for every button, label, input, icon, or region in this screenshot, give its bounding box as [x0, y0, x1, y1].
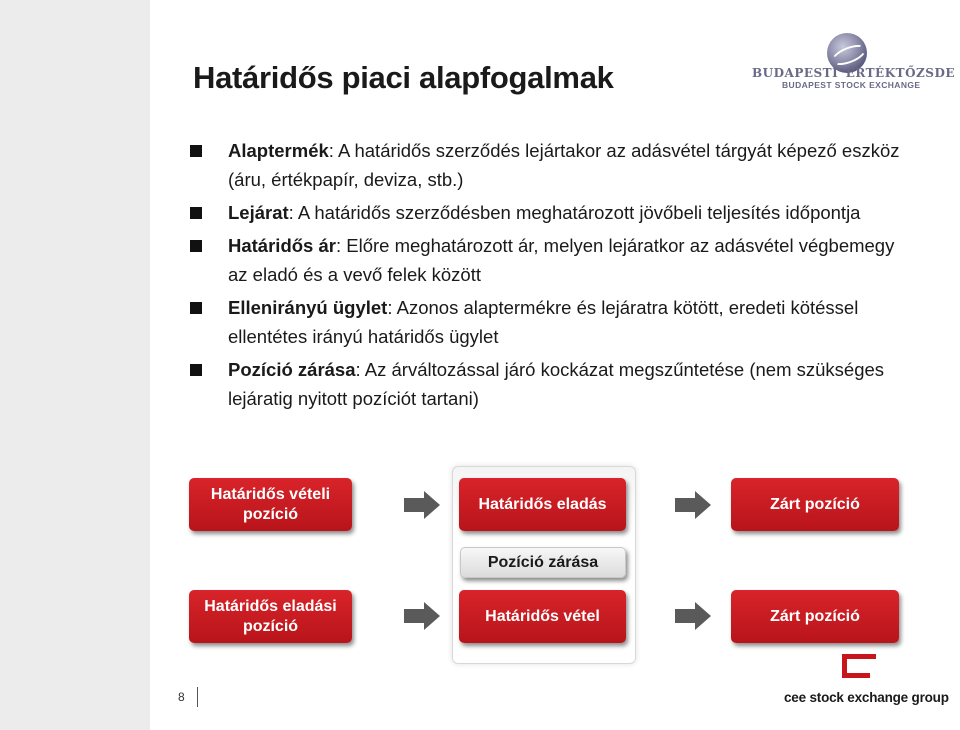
box-closed-position-2: Zárt pozíció — [731, 590, 899, 643]
cee-brand-text: cee stock exchange group — [784, 690, 949, 705]
arrow-right-icon — [675, 602, 711, 630]
arrow-right-icon — [404, 491, 440, 519]
box-long-position: Határidős vételi pozíció — [189, 478, 352, 531]
bullet-hataridos-ar — [187, 231, 907, 289]
box-short-position: Határidős eladási pozíció — [189, 590, 352, 643]
square-bullet-icon — [190, 302, 202, 314]
bullet-term: Pozíció zárása — [228, 359, 356, 380]
budapest-stock-exchange-logo — [752, 30, 957, 94]
label-position-closing: Pozíció zárása — [460, 547, 626, 578]
arrow-right-icon — [675, 491, 711, 519]
bullet-alaptermek — [187, 136, 907, 194]
square-bullet-icon — [190, 364, 202, 376]
bullet-elleniranyu-ugylet — [187, 293, 907, 351]
bullet-text: : Azonos alaptermékre és lejáratra kötött, eredeti kötéssel ellentétes irányú határidős ügylet — [228, 297, 859, 347]
page-number-divider — [197, 687, 198, 707]
box-closed-position-1: Zárt pozíció — [731, 478, 899, 531]
bullet-term: Alaptermék — [228, 140, 329, 161]
bullet-term: Határidős ár — [228, 235, 336, 256]
bullet-text: : Az árváltozással járó kockázat megszűntetése (nem szükséges lejáratig nyitott pozíciót tartani) — [228, 359, 885, 409]
page-number: 8 — [178, 690, 185, 704]
logo-text-budapesti: BUDAPESTI — [752, 66, 839, 80]
square-bullet-icon — [190, 240, 202, 252]
cee-logo-mark-icon — [842, 654, 870, 678]
box-futures-sale: Határidős eladás — [459, 478, 626, 531]
arrow-right-icon — [404, 602, 440, 630]
square-bullet-icon — [190, 207, 202, 219]
logo-text-bse: BUDAPEST STOCK EXCHANGE — [782, 80, 921, 90]
bullet-term: Ellenirányú ügylet — [228, 297, 388, 318]
bullet-text: : Előre meghatározott ár, melyen lejáratkor az adásvétel végbemegy az eladó és a vevő felek között — [228, 235, 895, 285]
box-futures-purchase: Határidős vétel — [459, 590, 626, 643]
square-bullet-icon — [190, 145, 202, 157]
left-margin-band — [0, 0, 150, 730]
bullet-term: Lejárat — [228, 202, 289, 223]
bullet-text: : A határidős szerződésben meghatározott jövőbeli teljesítés időpontja — [288, 202, 861, 223]
bullet-pozicio-zarasa — [187, 355, 907, 413]
logo-text-ertektozsde: ÉRTÉKTŐZSDE — [845, 66, 955, 80]
slide-title: Határidős piaci alapfogalmak — [193, 60, 614, 95]
bullet-text: : A határidős szerződés lejártakor az adásvétel tárgyát képező eszköz (áru, értékpapír, deviza, stb.) — [228, 140, 900, 190]
bullet-lejarat — [187, 198, 907, 227]
definition-list — [187, 136, 907, 417]
